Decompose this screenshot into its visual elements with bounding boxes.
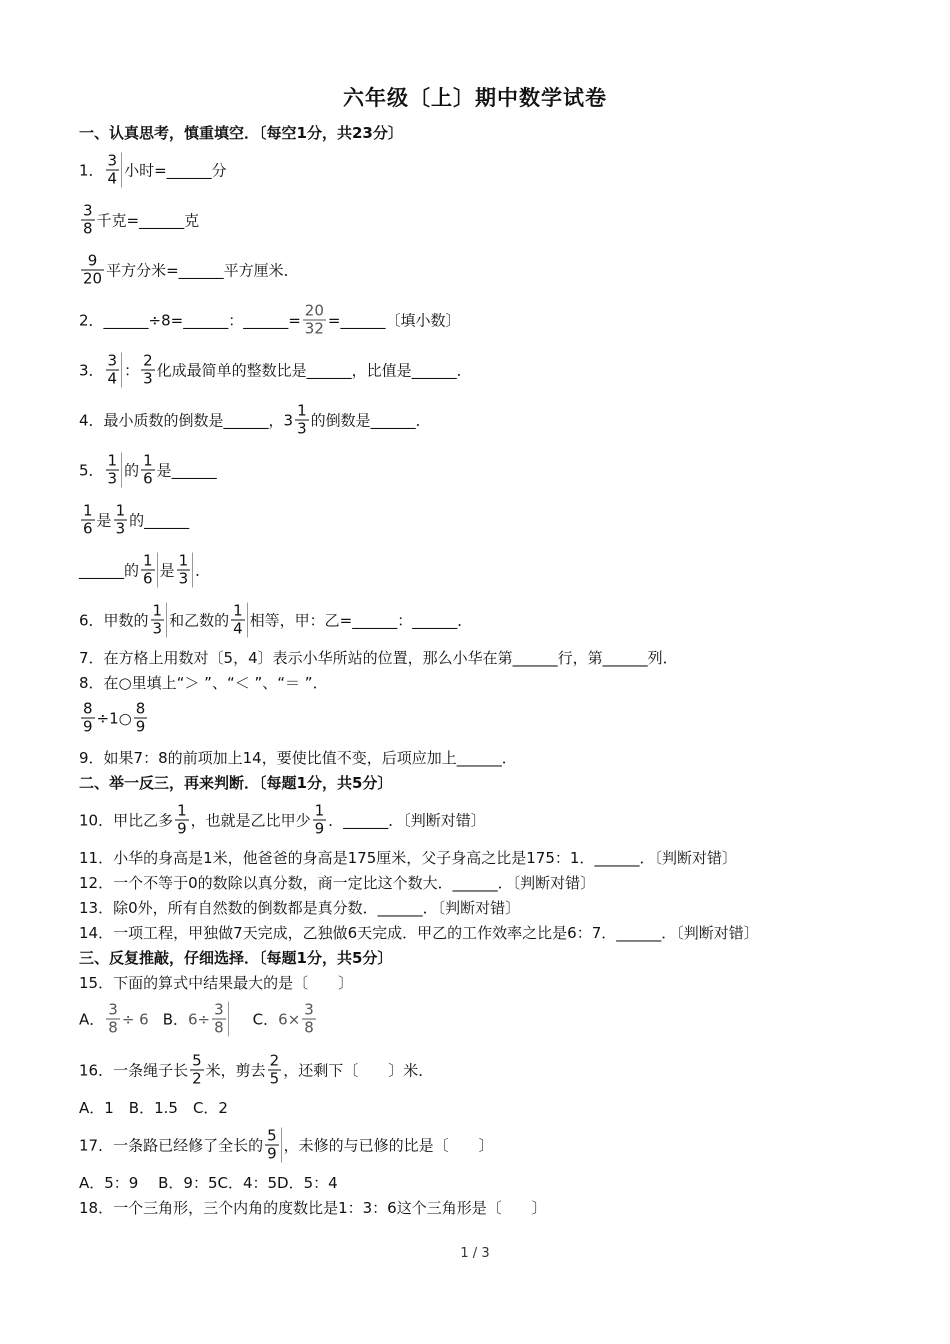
- q3-text: 化成最简单的整数比是______，比值是______．: [156, 361, 472, 379]
- q1a-label: 1．: [79, 161, 104, 179]
- fraction-3-8: 3 8: [83, 201, 93, 238]
- fraction-8-9: $\frac{8}{9}$: [83, 699, 93, 736]
- q15-option-a-label: A．: [79, 1010, 105, 1028]
- q4-text-pre: 4．最小质数的倒数是______，3: [79, 411, 294, 429]
- question-12: 12．一个不等于0的数除以真分数，商一定比这个数大．______．〔判断对错〕: [79, 874, 596, 892]
- question-6: [79, 603, 472, 638]
- fraction-2-5: 2 5: [269, 1051, 280, 1088]
- question-17: [79, 1128, 494, 1163]
- question-5c: [79, 553, 210, 588]
- question-5b: [79, 503, 189, 538]
- q16-text-pre: 16．一条绳子长: [79, 1061, 189, 1079]
- q2-text-post: =______〔填小数〕: [327, 311, 461, 329]
- fraction-3-8: $\frac{3}{8}$: [108, 1000, 118, 1037]
- colon: ：: [124, 361, 140, 379]
- question-16: [79, 1053, 433, 1088]
- fraction-5-2: 5 2: [192, 1051, 202, 1088]
- q17-text-post: ，未修的与已修的比是〔 〕: [283, 1136, 494, 1154]
- fraction-1-3: 1 3: [297, 401, 307, 438]
- q15-option-c-label: C．: [252, 1010, 279, 1028]
- fraction-5-9: 5 9: [265, 1128, 282, 1163]
- fraction-1-9: 1 9: [314, 801, 325, 838]
- fraction-1-6: 1 6: [143, 451, 153, 488]
- question-3: [79, 353, 472, 388]
- question-18: 18．一个三角形，三个内角的度数比是1：3：6这个三角形是〔 〕: [79, 1199, 547, 1217]
- fraction-8-9: 8 9: [135, 699, 146, 736]
- question-8-expression: [79, 701, 149, 736]
- q5a-text: 是______: [156, 461, 217, 479]
- q2-text-pre: 2．______÷8=______：______=: [79, 311, 301, 329]
- q15-option-b-label: B．: [162, 1010, 188, 1028]
- fraction-1-4: 1 4: [231, 603, 248, 638]
- fraction-2-3: 2 3: [143, 351, 153, 388]
- question-1a: [79, 153, 227, 188]
- q5a-de: 的: [124, 461, 140, 479]
- q15-option-c-op: 6×: [278, 1010, 301, 1028]
- question-9: 9．如果7：8的前项加上14，要使比值不变，后项应加上______．: [79, 749, 517, 767]
- fraction-1-3: 1 3: [177, 553, 194, 588]
- q6-text-post: 相等，甲：乙=______：______．: [249, 611, 473, 629]
- q5c-text: ______的: [79, 561, 140, 579]
- fraction-1-6: 1 6: [141, 553, 158, 588]
- section-3-heading: 三、反复推敲，仔细选择．〔每题1分，共5分〕: [79, 949, 393, 967]
- question-8: 8．在○里填上“＞ ”、“＜ ”、“＝ ”．: [79, 674, 328, 692]
- q3-label: 3．: [79, 361, 104, 379]
- q10-text-mid: ，也就是乙比甲少: [190, 811, 311, 829]
- section-2-heading: 二、举一反三，再来判断．〔每题1分，共5分〕: [79, 774, 393, 792]
- q6-text-mid: 和乙数的: [169, 611, 230, 629]
- question-15: 15．下面的算式中结果最大的是〔 〕: [79, 974, 354, 992]
- fraction-1-9: 1 9: [177, 801, 187, 838]
- question-1b: [79, 203, 199, 238]
- fraction-3-8: $\frac{3}{8}$: [212, 1002, 229, 1037]
- q16-text-mid: 米，剪去: [205, 1061, 266, 1079]
- fraction-3-4: 3 4: [106, 153, 123, 188]
- question-5a: [79, 453, 217, 488]
- q17-text-pre: 17．一条路已经修了全长的: [79, 1136, 264, 1154]
- question-15-options: [79, 1002, 318, 1037]
- section-1-heading: 一、认真思考，慎重填空．〔每空1分，共23分〕: [79, 124, 403, 142]
- q5b-shi: 是: [96, 511, 112, 529]
- fraction-1-3: 1 3: [106, 453, 123, 488]
- q1c-text: 平方分米=______平方厘米．: [106, 261, 299, 279]
- question-2: [79, 303, 460, 338]
- fraction-20-32: $\frac{20}{32}$: [304, 301, 324, 338]
- q5c-shi: 是: [159, 561, 175, 579]
- q4-text-post: 的倒数是______．: [310, 411, 431, 429]
- q15-option-b-op: 6÷: [188, 1010, 211, 1028]
- q15-option-a-op: ÷ 6: [121, 1010, 149, 1028]
- q1b-text: 千克=______克: [96, 211, 200, 229]
- q5b-text: 的______: [129, 511, 190, 529]
- fraction-1-3: 1 3: [115, 501, 126, 538]
- question-13: 13．除0外，所有自然数的倒数都是真分数．______．〔判断对错〕: [79, 899, 521, 917]
- fraction-9-20: 9 20: [83, 251, 103, 288]
- q6-text-pre: 6．甲数的: [79, 611, 149, 629]
- q10-text-pre: 10．甲比乙多: [79, 811, 174, 829]
- question-11: 11．小华的身高是1米，他爸爸的身高是175厘米，父子身高之比是175：1．______．〔判断对错〕: [79, 849, 737, 867]
- q5-label: 5．: [79, 461, 104, 479]
- fraction-1-6: 1 6: [83, 501, 93, 538]
- q5c-period: ．: [195, 561, 211, 579]
- fraction-3-4: 3 4: [106, 353, 123, 388]
- question-14: 14．一项工程，甲独做7天完成，乙独做6天完成．甲乙的工作效率之比是6：7．______．〔判断对错〕: [79, 924, 759, 942]
- q16-text-post: ，还剩下〔 〕米．: [283, 1061, 434, 1079]
- page-title: 六年级〔上〕期中数学试卷: [343, 86, 607, 110]
- question-7: 7．在方格上用数对〔5，4〕表示小华所站的位置，那么小华在第______行，第______列．: [79, 649, 678, 667]
- fraction-3-8: $\frac{3}{8}$: [304, 1000, 314, 1037]
- question-10: [79, 803, 486, 838]
- question-16-options: A．1 B．1.5 C．2: [79, 1099, 228, 1117]
- page-number: 1 / 3: [460, 1246, 490, 1261]
- fraction-1-3: 1 3: [151, 603, 168, 638]
- q8-compare: ÷1○: [96, 709, 132, 727]
- question-17-options: A．5：9 B．9：5C．4：5D．5：4: [79, 1174, 338, 1192]
- q10-text-post: ．______．〔判断对错〕: [328, 811, 486, 829]
- q1a-text: 小时=______分: [124, 161, 227, 179]
- question-1c: [79, 253, 299, 288]
- question-4: [79, 403, 431, 438]
